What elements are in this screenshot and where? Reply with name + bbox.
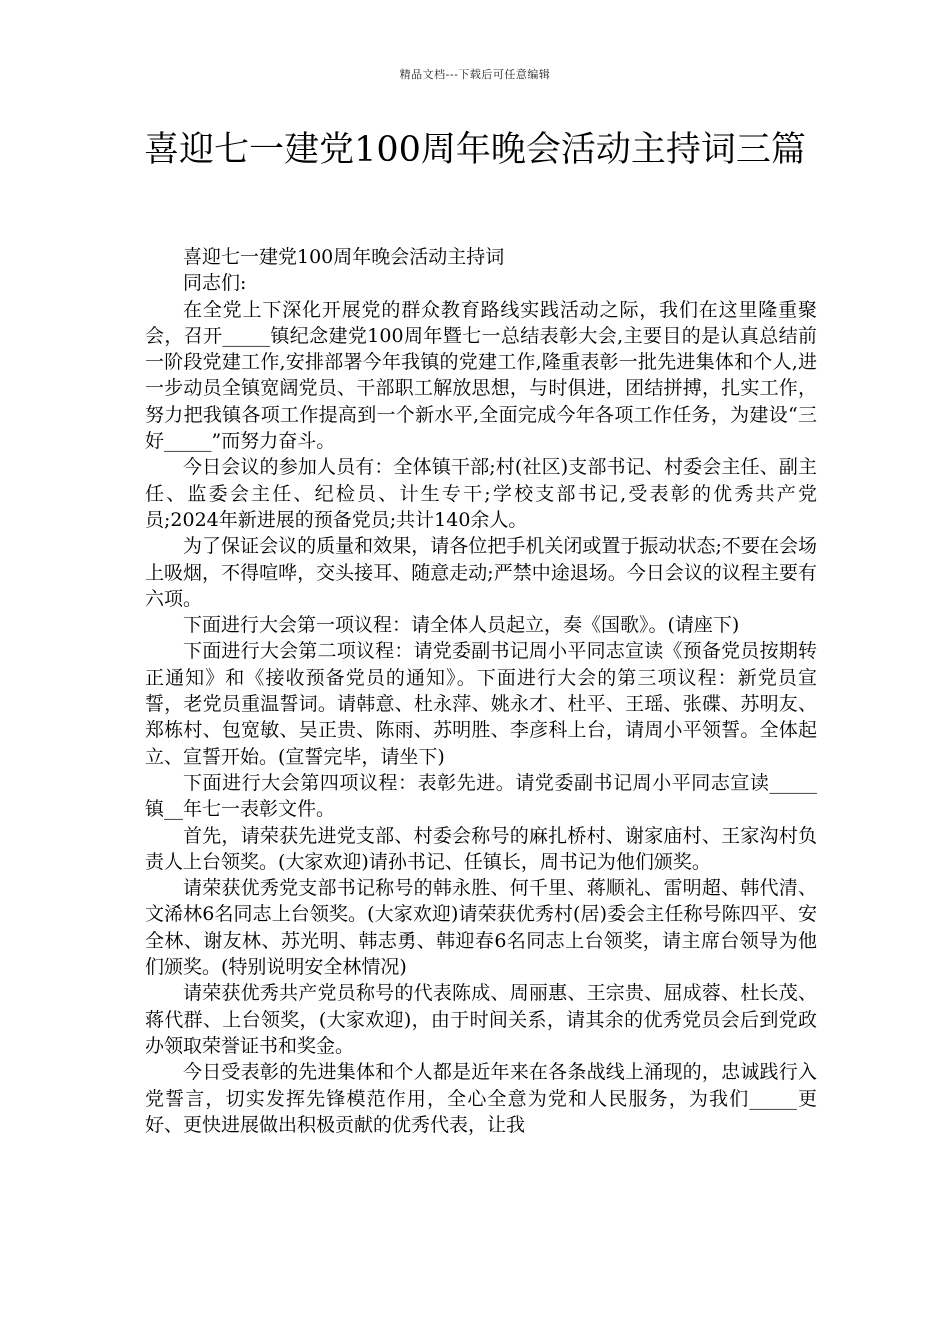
body-paragraph: 下面进行大会第一项议程：请全体人员起立，奏《国歌》。(请座下) xyxy=(183,614,740,637)
document-title: 喜迎七一建党100周年晚会活动主持词三篇 xyxy=(144,130,806,170)
body-paragraph: 今日会议的参加人员有：全体镇干部;村(社区)支部书记、村委会主任、副主任、监委会主任、纪检员、计生专干;学校支部书记,受表彰的优秀共产党员;2024年新进展的预备党员;共计140余人。 xyxy=(145,456,817,531)
document-body xyxy=(145,244,817,1138)
salutation: 同志们: xyxy=(183,272,247,295)
body-paragraph: 请荣获优秀党支部书记称号的韩永胜、何千里、蒋顺礼、雷明超、韩代清、文浠林6名同志上台领奖。(大家欢迎)请荣获优秀村(居)委会主任称号陈四平、安全林、谢友林、苏光明、韩志勇、韩迎春6名同志上台领奖，请主席台领导为他们颁奖。(特别说明安全林情况) xyxy=(145,877,817,979)
body-paragraph: 为了保证会议的质量和效果，请各位把手机关闭或置于振动状态;不要在会场上吸烟，不得喧哗，交头接耳、随意走动;严禁中途退场。今日会议的议程主要有六项。 xyxy=(145,535,817,610)
body-paragraph: 在全党上下深化开展党的群众教育路线实践活动之际，我们在这里隆重聚会，召开_____镇纪念建党100周年暨七一总结表彰大会,主要目的是认真总结前一阶段党建工作,安排部署今年我镇的党建工作,隆重表彰一批先进集体和个人,进一步动员全镇宽阔党员、干部职工解放思想，与时俱进，团结拼搏，扎实工作，努力把我镇各项工作提高到一个新水平,全面完成今年各项工作任务，为建设“三好_____”而努力奋斗。 xyxy=(145,298,817,453)
body-paragraph: 首先，请荣获先进党支部、村委会称号的麻扎桥村、谢家庙村、王家沟村负责人上台领奖。(大家欢迎)请孙书记、任镇长，周书记为他们颁奖。 xyxy=(145,824,817,873)
page-header: 精品文档---下载后可任意编辑 xyxy=(399,68,551,81)
body-paragraph: 请荣获优秀共产党员称号的代表陈成、周丽惠、王宗贵、屈成蓉、杜长茂、蒋代群、上台领奖，(大家欢迎)，由于时间关系，请其余的优秀党员会后到党政办领取荣誉证书和奖金。 xyxy=(145,982,817,1057)
body-paragraph: 今日受表彰的先进集体和个人都是近年来在各条战线上涌现的，忠诚践行入党誓言，切实发挥先锋模范作用，全心全意为党和人民服务，为我们_____更好、更快进展做出积极贡献的优秀代表，让我 xyxy=(145,1061,817,1136)
body-paragraph: 下面进行大会第四项议程：表彰先进。请党委副书记周小平同志宣读_____镇__年七一表彰文件。 xyxy=(145,771,817,821)
document-subtitle: 喜迎七一建党100周年晚会活动主持词 xyxy=(183,246,505,268)
body-paragraph: 下面进行大会第二项议程：请党委副书记周小平同志宣读《预备党员按期转正通知》和《接收预备党员的通知》。下面进行大会的第三项议程：新党员宣誓，老党员重温誓词。请韩意、杜永萍、姚永才、杜平、王瑶、张碟、苏明友、郑栋村、包宽敏、吴正贵、陈雨、苏明胜、李彦科上台，请周小平领誓。全体起立、宣誓开始。(宣誓完毕，请坐下) xyxy=(145,640,817,768)
